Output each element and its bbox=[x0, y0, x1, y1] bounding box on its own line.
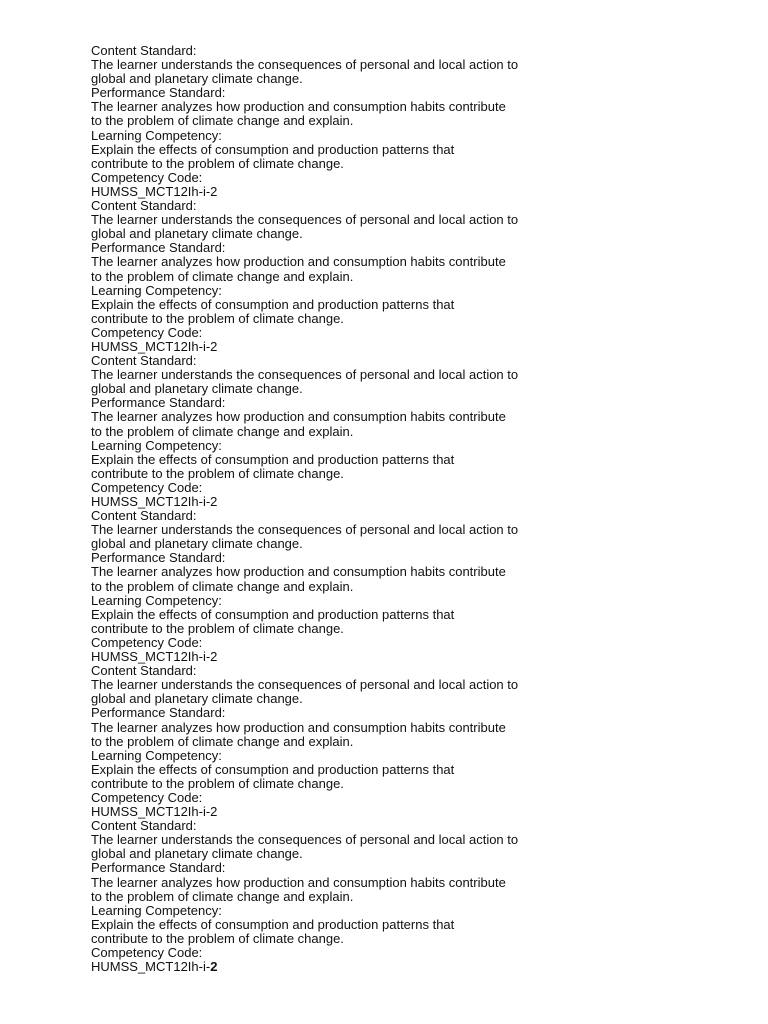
content-standard-text: The learner understands the consequences of personal and local action to bbox=[91, 367, 519, 383]
competency-block-6 bbox=[91, 819, 711, 974]
competency-code-value: HUMSS_MCT12Ih-i-2 bbox=[91, 649, 218, 665]
learning-competency-label: Learning Competency: bbox=[91, 437, 222, 453]
learning-competency-label: Learning Competency: bbox=[91, 127, 222, 143]
performance-standard-text: to the problem of climate change and explain. bbox=[91, 113, 354, 129]
content-standard-label: Content Standard: bbox=[91, 508, 197, 524]
competency-block-5 bbox=[91, 664, 711, 819]
performance-standard-label: Performance Standard: bbox=[91, 860, 226, 876]
content-standard-text: The learner understands the consequences of personal and local action to bbox=[91, 522, 519, 538]
competency-code-label: Competency Code: bbox=[91, 789, 203, 805]
learning-competency-text: Explain the effects of consumption and production patterns that bbox=[91, 761, 455, 777]
content-standard-text: global and planetary climate change. bbox=[91, 71, 303, 87]
competency-code-value bbox=[91, 960, 711, 974]
content-standard-text: global and planetary climate change. bbox=[91, 381, 303, 397]
content-standard-text: The learner understands the consequences of personal and local action to bbox=[91, 832, 519, 848]
competency-code-value: HUMSS_MCT12Ih-i-2 bbox=[91, 183, 218, 199]
competency-code-label: Competency Code: bbox=[91, 479, 203, 495]
learning-competency-text: contribute to the problem of climate change. bbox=[91, 620, 344, 636]
document-page bbox=[91, 44, 711, 974]
content-standard-label: Content Standard: bbox=[91, 663, 197, 679]
content-standard-text: global and planetary climate change. bbox=[91, 846, 303, 862]
competency-code-label: Competency Code: bbox=[91, 324, 203, 340]
learning-competency-label: Learning Competency: bbox=[91, 747, 222, 763]
competency-code-value: HUMSS_MCT12Ih-i-2 bbox=[91, 494, 218, 509]
competency-block-2 bbox=[91, 199, 711, 354]
competency-code-value: HUMSS_MCT12Ih-i-2 bbox=[91, 804, 218, 820]
content-standard-label: Content Standard: bbox=[91, 198, 197, 214]
learning-competency-text: contribute to the problem of climate change. bbox=[91, 775, 344, 791]
performance-standard-text: to the problem of climate change and explain. bbox=[91, 733, 354, 749]
competency-code-label: Competency Code: bbox=[91, 945, 203, 960]
performance-standard-label: Performance Standard: bbox=[91, 395, 226, 411]
content-standard-label: Content Standard: bbox=[91, 818, 197, 834]
performance-standard-text: The learner analyzes how production and consumption habits contribute bbox=[91, 874, 506, 890]
performance-standard-text: The learner analyzes how production and consumption habits contribute bbox=[91, 719, 506, 735]
content-standard-text: global and planetary climate change. bbox=[91, 226, 303, 242]
content-standard-label: Content Standard: bbox=[91, 353, 197, 369]
competency-block-4 bbox=[91, 509, 711, 664]
learning-competency-label: Learning Competency: bbox=[91, 282, 222, 298]
content-standard-text: The learner understands the consequences of personal and local action to bbox=[91, 57, 519, 73]
learning-competency-label: Learning Competency: bbox=[91, 902, 222, 918]
learning-competency-label: Learning Competency: bbox=[91, 592, 222, 608]
performance-standard-text: The learner analyzes how production and consumption habits contribute bbox=[91, 254, 506, 270]
competency-code-prefix: HUMSS_MCT12Ih-i- bbox=[91, 959, 211, 975]
content-standard-label: Content Standard: bbox=[91, 43, 197, 58]
learning-competency-text: Explain the effects of consumption and production patterns that bbox=[91, 606, 455, 622]
performance-standard-label: Performance Standard: bbox=[91, 85, 226, 101]
content-standard-text: The learner understands the consequences of personal and local action to bbox=[91, 677, 519, 693]
competency-code-suffix: 2 bbox=[210, 959, 218, 975]
performance-standard-text: to the problem of climate change and explain. bbox=[91, 423, 354, 439]
performance-standard-label: Performance Standard: bbox=[91, 240, 226, 256]
content-standard-text: global and planetary climate change. bbox=[91, 536, 303, 552]
performance-standard-text: The learner analyzes how production and consumption habits contribute bbox=[91, 409, 506, 425]
competency-code-label: Competency Code: bbox=[91, 634, 203, 650]
learning-competency-text: Explain the effects of consumption and production patterns that bbox=[91, 451, 455, 467]
performance-standard-text: to the problem of climate change and explain. bbox=[91, 888, 354, 904]
content-standard-text: The learner understands the consequences of personal and local action to bbox=[91, 212, 519, 228]
content-standard-text: global and planetary climate change. bbox=[91, 691, 303, 707]
performance-standard-text: The learner analyzes how production and consumption habits contribute bbox=[91, 564, 506, 580]
performance-standard-label: Performance Standard: bbox=[91, 550, 226, 566]
competency-code-value: HUMSS_MCT12Ih-i-2 bbox=[91, 338, 218, 354]
performance-standard-label: Performance Standard: bbox=[91, 705, 226, 721]
learning-competency-text: contribute to the problem of climate change. bbox=[91, 465, 344, 481]
performance-standard-text: to the problem of climate change and explain. bbox=[91, 578, 354, 594]
performance-standard-text: The learner analyzes how production and consumption habits contribute bbox=[91, 99, 506, 115]
competency-block-3 bbox=[91, 354, 711, 509]
learning-competency-text: Explain the effects of consumption and production patterns that bbox=[91, 141, 455, 157]
learning-competency-text: Explain the effects of consumption and production patterns that bbox=[91, 916, 455, 932]
learning-competency-text: Explain the effects of consumption and production patterns that bbox=[91, 296, 455, 312]
performance-standard-text: to the problem of climate change and explain. bbox=[91, 268, 354, 284]
competency-block-1 bbox=[91, 44, 711, 199]
learning-competency-text: contribute to the problem of climate change. bbox=[91, 155, 344, 171]
learning-competency-text: contribute to the problem of climate change. bbox=[91, 310, 344, 326]
learning-competency-text: contribute to the problem of climate change. bbox=[91, 930, 344, 946]
competency-code-label: Competency Code: bbox=[91, 169, 203, 185]
